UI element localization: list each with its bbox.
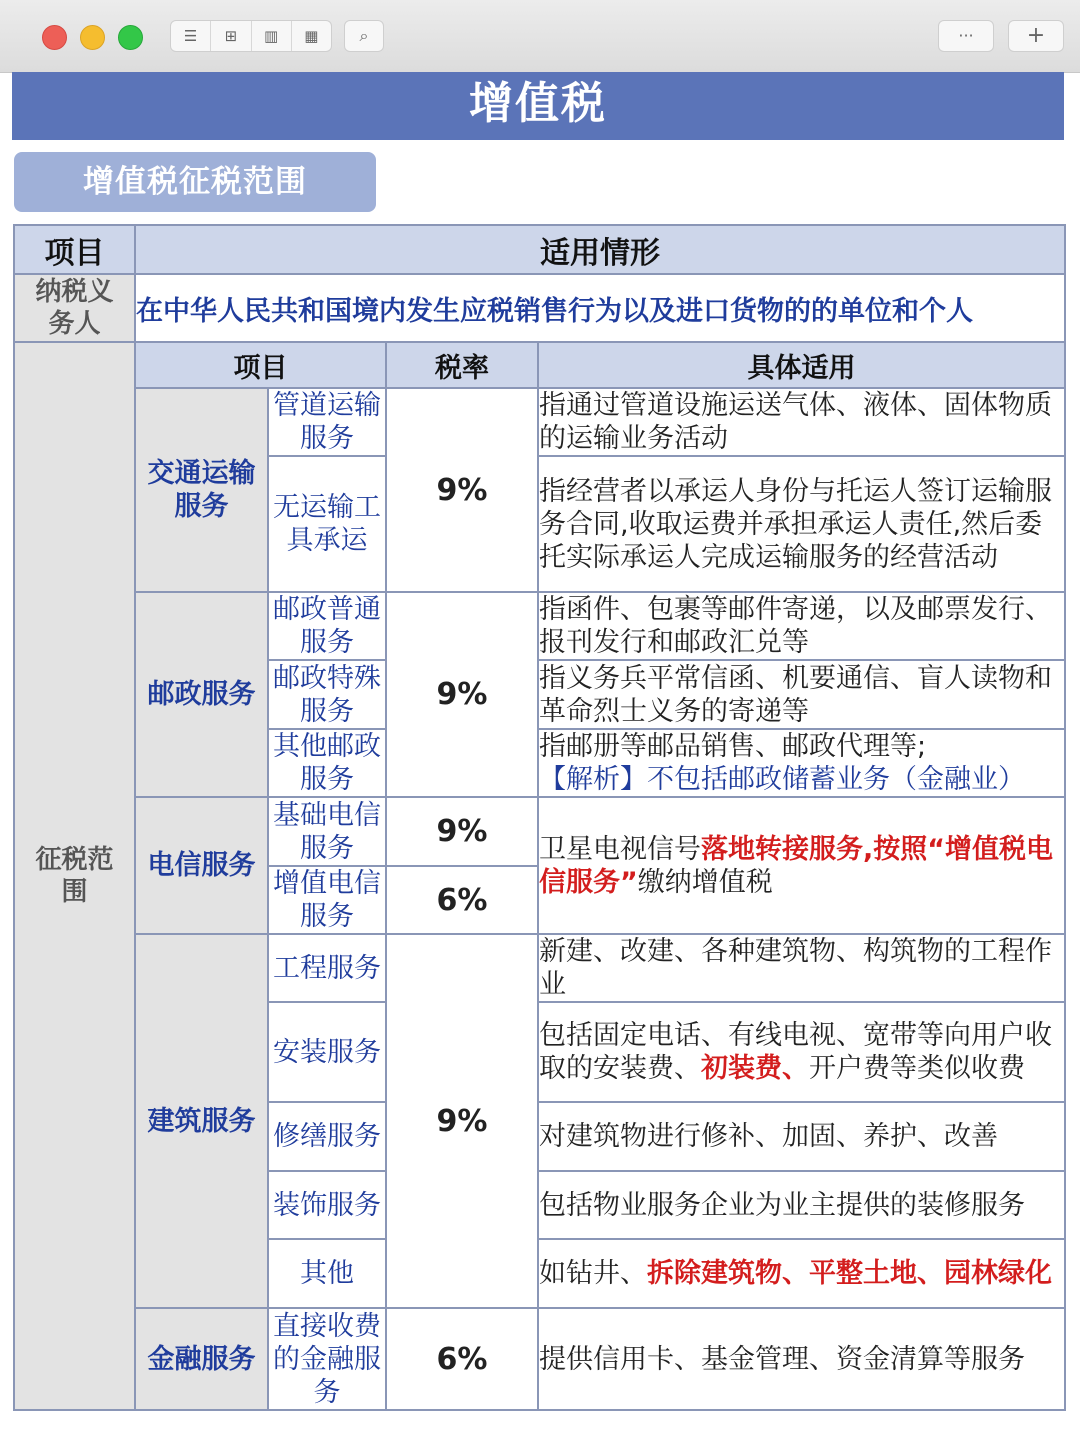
- calendar-icon[interactable]: ▦: [304, 27, 319, 45]
- more-button[interactable]: ···: [938, 20, 994, 52]
- add-button[interactable]: +: [1008, 20, 1064, 52]
- description: [538, 1239, 1065, 1308]
- description: [538, 1002, 1065, 1102]
- highlight-text: 拆除建筑物、平整土地、园林绿化: [647, 1258, 1052, 1289]
- inner-header-detail: 具体适用: [538, 342, 1065, 388]
- table-row: [14, 388, 1065, 456]
- subitem: 装饰服务: [268, 1171, 386, 1239]
- inner-header-item: 项目: [135, 342, 386, 388]
- description: 包括物业服务企业为业主提供的装修服务: [538, 1171, 1065, 1239]
- subitem: 工程服务: [268, 934, 386, 1002]
- description: 指函件、包裹等邮件寄递，以及邮票发行、报刊发行和邮政汇兑等: [538, 592, 1065, 660]
- highlight-text: 落地转接服务,按照“增值税电信服务”: [539, 833, 1054, 898]
- grid-icon[interactable]: ⊞: [211, 21, 251, 51]
- inner-header-row: [14, 342, 1065, 388]
- description-text: 卫星电视信号: [539, 833, 701, 865]
- subitem: 其他: [268, 1239, 386, 1308]
- subitem: 增值电信服务: [268, 866, 386, 934]
- subitem: 邮政普通服务: [268, 592, 386, 660]
- table-row: [14, 934, 1065, 1002]
- rate-postal: 9%: [386, 592, 538, 797]
- section-title: 增值税征税范围: [14, 152, 376, 212]
- description-text: 指邮册等邮品销售、邮政代理等;: [539, 731, 927, 762]
- rate-basic-telecom: 9%: [386, 797, 538, 866]
- highlight-text: 初装费、: [701, 1053, 809, 1084]
- search-icon[interactable]: ⌕: [344, 20, 384, 52]
- category-finance: 金融服务: [135, 1308, 268, 1410]
- category-transport: 交通运输服务: [135, 388, 268, 592]
- description: 新建、改建、各种建筑物、构筑物的工程作业: [538, 934, 1065, 1002]
- inner-header-rate: 税率: [386, 342, 538, 388]
- description: 指义务兵平常信函、机要通信、盲人读物和革命烈士义务的寄递等: [538, 660, 1065, 729]
- book-icon[interactable]: ▥: [252, 21, 292, 51]
- window-titlebar: [0, 0, 1080, 73]
- taxpayer-text: 在中华人民共和国境内发生应税销售行为以及进口货物的的单位和个人: [135, 274, 1065, 342]
- description: [538, 797, 1065, 934]
- subitem: 管道运输服务: [268, 388, 386, 456]
- header-item: 项目: [14, 225, 135, 274]
- table-row: [14, 592, 1065, 660]
- zoom-window-button[interactable]: [118, 25, 143, 50]
- table-row: [14, 797, 1065, 866]
- description: 对建筑物进行修补、加固、养护、改善: [538, 1102, 1065, 1171]
- rate-value-added-telecom: 6%: [386, 866, 538, 934]
- description-text: 包括固定电话、有线电视、宽带等向用户收取的安装费、: [539, 1020, 1052, 1084]
- table-row: [14, 1308, 1065, 1410]
- header-situation: 适用情形: [135, 225, 1065, 274]
- subitem: 无运输工具承运: [268, 456, 386, 592]
- subitem: 安装服务: [268, 1002, 386, 1102]
- taxpayer-label: 纳税义务人: [14, 274, 135, 342]
- subitem: 其他邮政服务: [268, 729, 386, 797]
- subitem: 基础电信服务: [268, 797, 386, 866]
- vat-scope-table: [13, 224, 1066, 1411]
- subitem: 修缮服务: [268, 1102, 386, 1171]
- page-title: 增值税: [12, 72, 1064, 140]
- rate-finance: 6%: [386, 1308, 538, 1410]
- taxpayer-row: [14, 274, 1065, 342]
- subitem: 邮政特殊服务: [268, 660, 386, 729]
- description-text: 如钻井、: [539, 1258, 647, 1289]
- close-window-button[interactable]: [42, 25, 67, 50]
- description-text: 缴纳增值税: [637, 866, 773, 898]
- minimize-window-button[interactable]: [80, 25, 105, 50]
- category-telecom: 电信服务: [135, 797, 268, 934]
- description-text: 开户费等类似收费: [809, 1053, 1025, 1084]
- description: 指经营者以承运人身份与托运人签订运输服务合同,收取运费并承担承运人责任,然后委托实际承运人完成运输服务的经营活动: [538, 456, 1065, 592]
- table-header-row: [14, 225, 1065, 274]
- description: 指通过管道设施运送气体、液体、固体物质的运输业务活动: [538, 388, 1065, 456]
- subitem: 直接收费的金融服务: [268, 1308, 386, 1410]
- rate-construction: 9%: [386, 934, 538, 1308]
- category-construction: 建筑服务: [135, 934, 268, 1308]
- list-icon[interactable]: ☰: [171, 21, 211, 51]
- category-postal: 邮政服务: [135, 592, 268, 797]
- view-mode-segmented-control: [170, 20, 332, 52]
- description: 提供信用卡、基金管理、资金清算等服务: [538, 1308, 1065, 1410]
- rate-transport: 9%: [386, 388, 538, 592]
- description: [538, 729, 1065, 797]
- analysis-note: 【解析】不包括邮政储蓄业务（金融业）: [539, 764, 1025, 795]
- scope-label: 征税范围: [14, 342, 135, 1410]
